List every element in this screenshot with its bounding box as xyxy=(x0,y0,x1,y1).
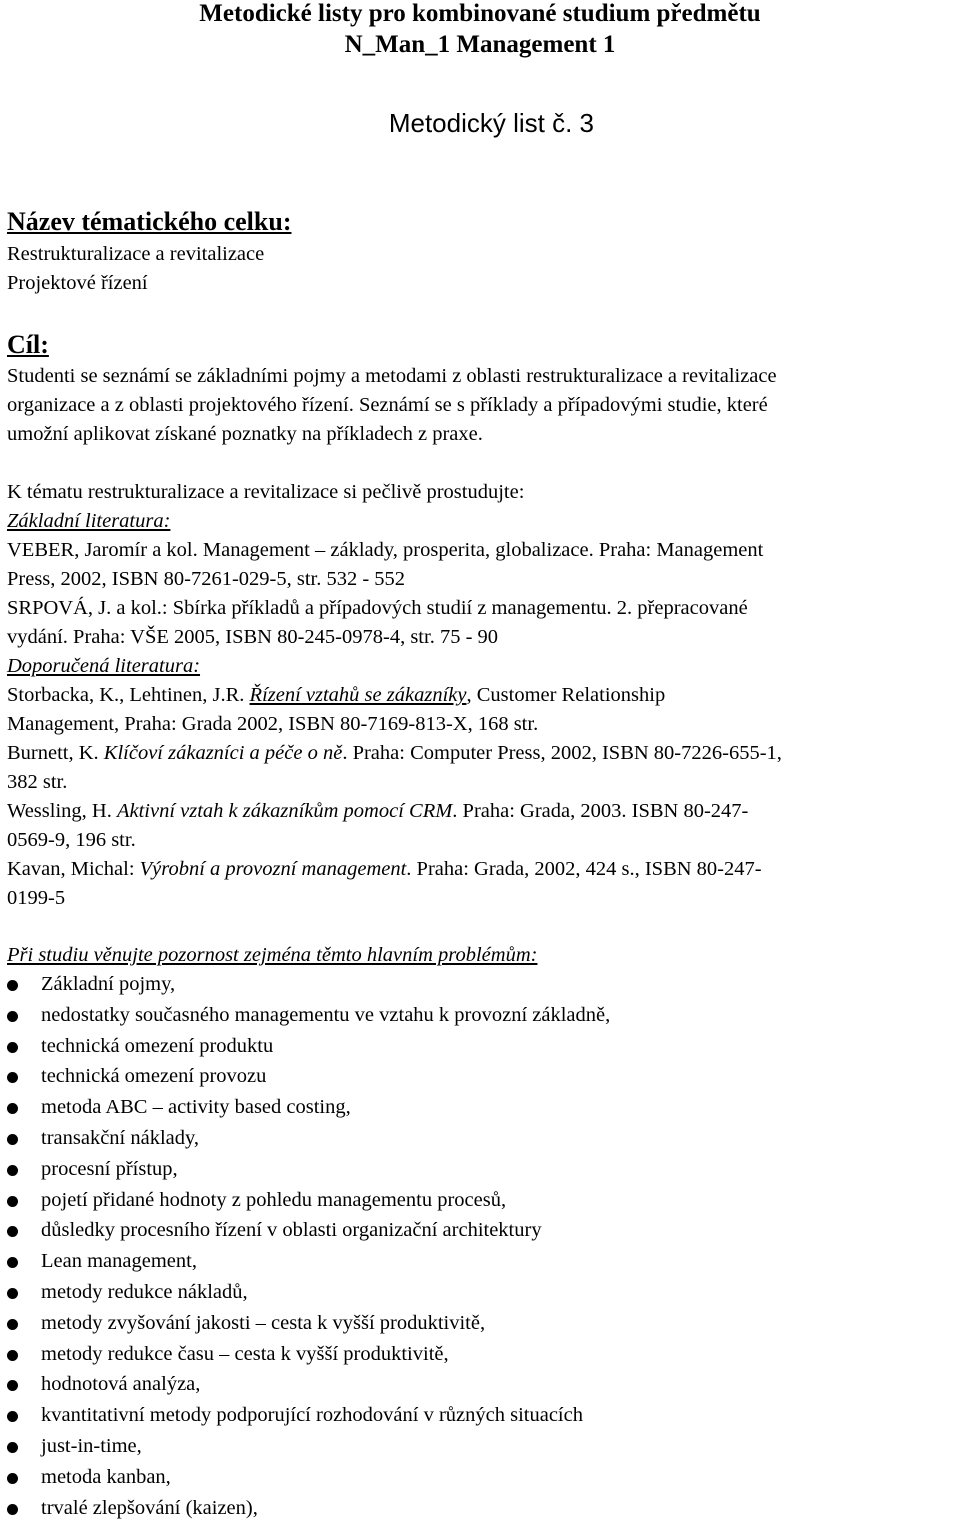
list-item xyxy=(0,1035,960,1066)
list-item xyxy=(0,1312,960,1343)
sheet-number: Metodický list č. 3 xyxy=(388,108,594,138)
bullet-icon xyxy=(7,1411,18,1422)
document-title-line2: N_Man_1 Management 1 xyxy=(344,31,616,58)
list-item-text: hodnotová analýza, xyxy=(41,1373,201,1396)
list-item-text: pojetí přidané hodnoty z pohledu managementu procesů, xyxy=(41,1188,507,1211)
bullet-icon xyxy=(7,1165,18,1176)
recommended-ref-kavan xyxy=(7,858,762,881)
bullet-icon xyxy=(7,1011,18,1022)
wessling-title: Aktivní vztah k zákazníkům pomocí CRM xyxy=(116,800,453,822)
storbacka-title: Řízení vztahů se zákazníky xyxy=(249,684,467,706)
list-item-text: metody zvyšování jakosti – cesta k vyšší produktivitě, xyxy=(41,1311,486,1334)
list-item xyxy=(0,1343,960,1374)
bullet-icon xyxy=(7,980,18,991)
bullet-icon xyxy=(7,1226,18,1237)
kavan-title: Výrobní a provozní management xyxy=(139,858,407,880)
list-item xyxy=(0,1497,960,1527)
list-item-text: metoda kanban, xyxy=(41,1465,171,1488)
list-item-text: metoda ABC – activity based costing, xyxy=(41,1096,351,1119)
problems-list xyxy=(0,973,960,1527)
basic-literature-label: Základní literatura: xyxy=(7,510,171,532)
storbacka-rest: , Customer Relationship xyxy=(466,684,666,706)
list-item xyxy=(0,1281,960,1312)
basic-ref-2a: SRPOVÁ, J. a kol.: Sbírka příkladů a případových studií z managementu. 2. přepracované xyxy=(7,597,748,619)
bullet-icon xyxy=(7,1257,18,1268)
list-item xyxy=(0,1404,960,1435)
document-title-line1: Metodické listy pro kombinované studium předmětu xyxy=(199,0,761,27)
list-item-text: metody redukce času – cesta k vyšší produktivitě, xyxy=(41,1342,449,1365)
bullet-icon xyxy=(7,1504,18,1515)
burnett-author: Burnett, K. xyxy=(7,742,104,764)
list-item xyxy=(0,1127,960,1158)
bullet-icon xyxy=(7,1442,18,1453)
list-item xyxy=(0,1004,960,1035)
goal-line-3: umožní aplikovat získané poznatky na příkladech z praxe. xyxy=(7,423,483,445)
goal-heading: Cíl: xyxy=(7,330,49,359)
list-item-text: just-in-time, xyxy=(41,1434,142,1457)
list-item xyxy=(0,1158,960,1189)
list-item-text: metody redukce nákladů, xyxy=(41,1280,248,1303)
list-item-text: trvalé zlepšování (kaizen), xyxy=(41,1496,258,1519)
bullet-icon xyxy=(7,1473,18,1484)
list-item xyxy=(0,1065,960,1096)
bullet-icon xyxy=(7,1134,18,1145)
burnett-title: Klíčoví zákazníci a péče o ně xyxy=(103,742,343,764)
problems-heading: Při studiu věnujte pozornost zejména těmto hlavním problémům: xyxy=(7,944,538,966)
list-item-text: technická omezení provozu xyxy=(41,1065,267,1088)
recommended-ref-storbacka-cont: Management, Praha: Grada 2002, ISBN 80-7169-813-X, 168 str. xyxy=(7,713,539,735)
recommended-ref-burnett xyxy=(7,742,782,765)
recommended-literature-label: Doporučená literatura: xyxy=(7,655,201,677)
list-item xyxy=(0,1250,960,1281)
list-item-text: transakční náklady, xyxy=(41,1126,200,1149)
list-item xyxy=(0,1189,960,1220)
bullet-icon xyxy=(7,1196,18,1207)
recommended-ref-burnett-cont: 382 str. xyxy=(7,771,68,793)
list-item xyxy=(0,1466,960,1497)
goal-line-1: Studenti se seznámí se základními pojmy a metodami z oblasti restrukturalizace a revitalizace xyxy=(7,365,777,387)
wessling-rest: . Praha: Grada, 2003. ISBN 80-247- xyxy=(452,800,749,822)
bullet-icon xyxy=(7,1350,18,1361)
list-item-text: důsledky procesního řízení v oblasti organizační architektury xyxy=(41,1219,542,1242)
recommended-ref-kavan-cont: 0199-5 xyxy=(7,887,66,909)
goal-line-2: organizace a z oblasti projektového řízení. Seznámí se s příklady a případovými studie, které xyxy=(7,394,768,416)
kavan-author: Kavan, Michal: xyxy=(7,858,140,880)
topic-line-1: Restrukturalizace a revitalizace xyxy=(7,243,265,265)
bullet-icon xyxy=(7,1319,18,1330)
bullet-icon xyxy=(7,1072,18,1083)
recommended-ref-storbacka xyxy=(7,684,665,707)
bullet-icon xyxy=(7,1103,18,1114)
list-item xyxy=(0,973,960,1004)
basic-ref-1a: VEBER, Jaromír a kol. Management – základy, prosperita, globalizace. Praha: Management xyxy=(7,539,764,561)
topic-line-2: Projektové řízení xyxy=(7,272,148,294)
list-item-text: nedostatky současného managementu ve vztahu k provozní základně, xyxy=(41,1003,611,1026)
list-item-text: technická omezení produktu xyxy=(41,1034,274,1057)
list-item-text: kvantitativní metody podporující rozhodování v různých situacích xyxy=(41,1404,583,1427)
topic-heading: Název tématického celku: xyxy=(7,207,292,236)
storbacka-authors: Storbacka, K., Lehtinen, J.R. xyxy=(7,684,250,706)
recommended-ref-wessling xyxy=(7,800,748,823)
wessling-author: Wessling, H. xyxy=(7,800,117,822)
bullet-icon xyxy=(7,1042,18,1053)
recommended-ref-wessling-cont: 0569-9, 196 str. xyxy=(7,829,136,851)
bullet-icon xyxy=(7,1288,18,1299)
list-item xyxy=(0,1373,960,1404)
basic-ref-2b: vydání. Praha: VŠE 2005, ISBN 80-245-0978-4, str. 75 - 90 xyxy=(7,626,499,648)
list-item xyxy=(0,1219,960,1250)
list-item-text: Základní pojmy, xyxy=(41,973,176,995)
burnett-rest: . Praha: Computer Press, 2002, ISBN 80-7226-655-1, xyxy=(342,742,782,764)
kavan-rest: . Praha: Grada, 2002, 424 s., ISBN 80-247- xyxy=(406,858,762,880)
list-item-text: Lean management, xyxy=(41,1250,197,1273)
list-item xyxy=(0,1435,960,1466)
basic-ref-1b: Press, 2002, ISBN 80-7261-029-5, str. 532 - 552 xyxy=(7,568,406,590)
bullet-icon xyxy=(7,1380,18,1391)
study-heading: K tématu restrukturalizace a revitalizace si pečlivě prostudujte: xyxy=(7,481,525,503)
list-item-text: procesní přístup, xyxy=(41,1157,178,1180)
list-item xyxy=(0,1096,960,1127)
